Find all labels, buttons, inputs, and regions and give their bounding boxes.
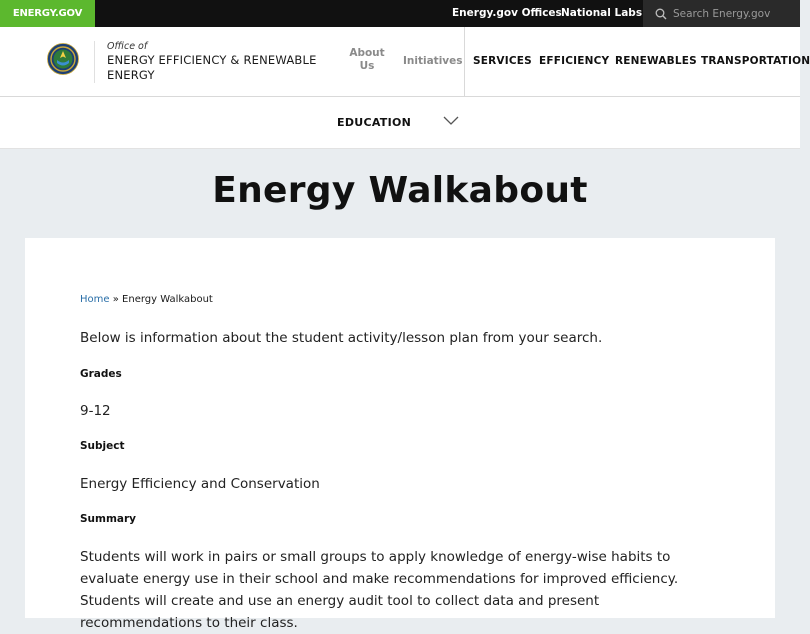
- intro-text: Below is information about the student activity/lesson plan from your search.: [80, 330, 603, 346]
- breadcrumb-home-link[interactable]: Home: [80, 294, 110, 305]
- subject-value: Energy Efficiency and Conservation: [80, 476, 320, 492]
- national-labs-link[interactable]: National Labs: [561, 7, 643, 19]
- nav-initiatives[interactable]: Initiatives: [403, 55, 463, 67]
- nav-renewables[interactable]: RENEWABLES: [615, 55, 697, 67]
- office-name-link[interactable]: ENERGY EFFICIENCY & RENEWABLE ENERGY: [107, 53, 317, 82]
- top-bar: [0, 0, 800, 27]
- header-divider: [94, 41, 95, 83]
- energy-gov-logo-link[interactable]: ENERGY.GOV: [0, 0, 95, 27]
- subject-label: Subject: [80, 440, 125, 452]
- chevron-down-icon[interactable]: [443, 116, 459, 126]
- site-header: [0, 27, 810, 97]
- search-box[interactable]: [643, 0, 800, 27]
- nav-services[interactable]: SERVICES: [473, 55, 532, 67]
- nav-about-us[interactable]: About Us: [349, 47, 385, 72]
- breadcrumb-current: Energy Walkabout: [122, 294, 213, 305]
- grades-value: 9-12: [80, 403, 111, 419]
- education-menu-label[interactable]: EDUCATION: [337, 116, 412, 129]
- search-input[interactable]: [673, 5, 793, 22]
- nav-transportation[interactable]: TRANSPORTATION: [701, 55, 810, 67]
- energy-gov-offices-link[interactable]: Energy.gov Offices: [452, 7, 562, 19]
- office-of-label: Office of: [107, 41, 148, 52]
- search-icon[interactable]: [655, 8, 667, 20]
- breadcrumb: [80, 294, 213, 305]
- nav-efficiency[interactable]: EFFICIENCY: [539, 55, 610, 67]
- nav-separator: [464, 27, 465, 97]
- summary-text: Students will work in pairs or small groups to apply knowledge of energy-wise habits to evaluate energy use in their school and make recommendations for improved efficiency. Students will create and use an energy audit tool to collect data and present recommendations to their class.: [80, 549, 679, 631]
- doe-seal-icon[interactable]: [47, 43, 79, 75]
- grades-label: Grades: [80, 368, 122, 380]
- content-card: [25, 238, 775, 631]
- breadcrumb-separator: »: [112, 294, 119, 305]
- summary-label: Summary: [80, 513, 137, 525]
- page-title: Energy Walkabout: [212, 170, 588, 211]
- section-nav: [0, 97, 800, 149]
